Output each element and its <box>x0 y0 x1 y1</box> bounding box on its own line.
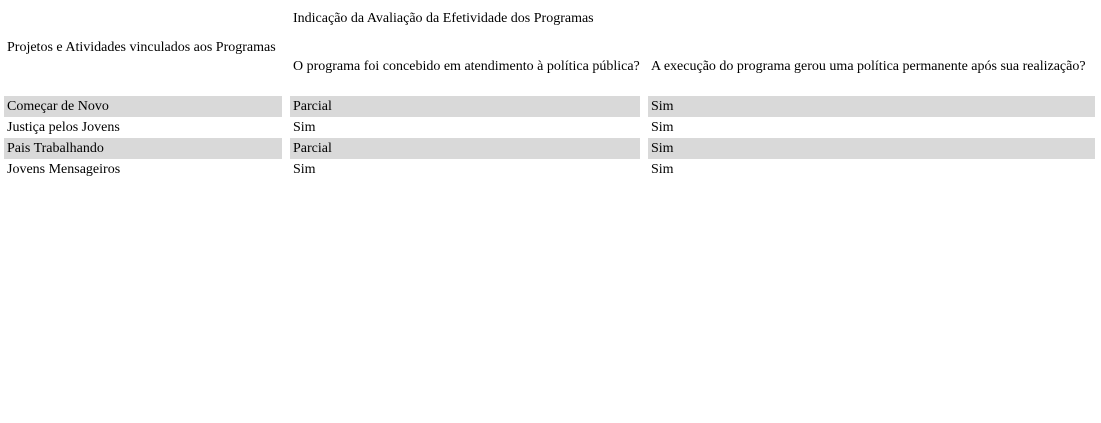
table-row <box>4 117 1095 138</box>
program-name-cell: Jovens Mensageiros <box>7 161 121 177</box>
group-header-row <box>4 0 1095 38</box>
permanent-policy-cell: Sim <box>648 96 1095 117</box>
table-row <box>4 96 1095 117</box>
table-row <box>4 159 1095 180</box>
policy-origin-cell: Parcial <box>290 138 640 159</box>
group-header-effectiveness: Indicação da Avaliação da Efetividade dos Programas <box>293 11 594 26</box>
subheader-permanent-policy: A execução do programa gerou uma política permanente após sua realização? <box>651 59 1086 74</box>
table-body <box>4 96 1095 180</box>
program-name-cell: Começar de Novo <box>4 96 282 117</box>
program-name-cell: Pais Trabalhando <box>4 138 282 159</box>
policy-origin-cell: Parcial <box>290 96 640 117</box>
policy-origin-cell: Sim <box>293 161 316 177</box>
program-name-cell: Justiça pelos Jovens <box>7 119 120 135</box>
table-header <box>4 0 1095 96</box>
permanent-policy-cell: Sim <box>648 138 1095 159</box>
programs-effectiveness-table <box>0 0 1101 180</box>
permanent-policy-cell: Sim <box>651 119 674 135</box>
policy-origin-cell: Sim <box>293 119 316 135</box>
subheader-policy-origin: O programa foi concebido em atendimento à política pública? <box>293 59 640 74</box>
permanent-policy-cell: Sim <box>651 161 674 177</box>
table-row <box>4 138 1095 159</box>
corner-header-projects: Projetos e Atividades vinculados aos Programas <box>7 40 276 55</box>
